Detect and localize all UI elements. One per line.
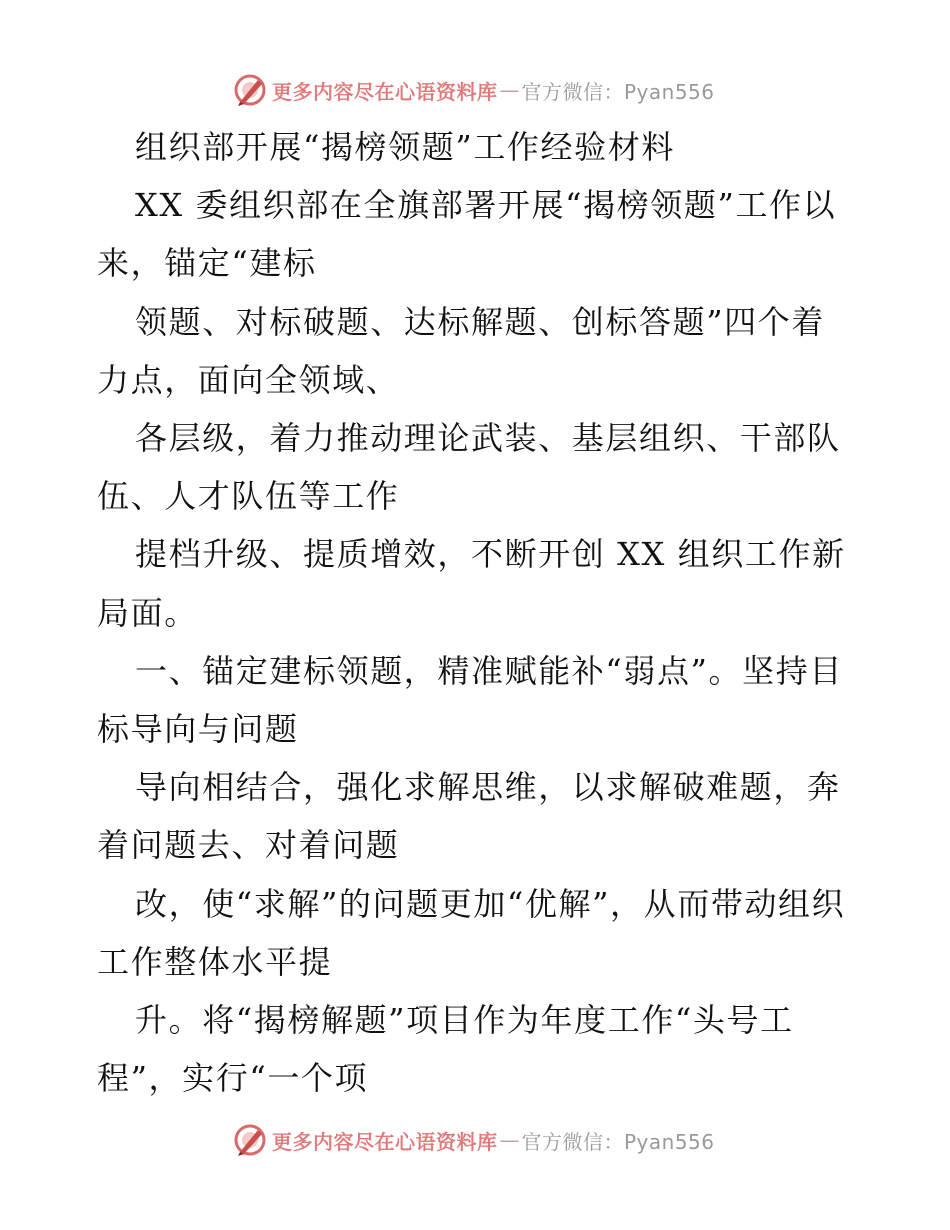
watermark-text: 更多内容尽在心语资料库 — [272, 79, 498, 104]
paragraph: XX 委组织部在全旗部署开展“揭榜领题”工作以来，锚定“建标 — [97, 186, 837, 283]
watermark-contact: 官方微信：Pyan556 — [521, 1129, 715, 1154]
watermark-separator: — — [499, 1128, 520, 1152]
paragraph: 领题、对标破题、达标解题、创标答题”四个着力点，面向全领域、 — [97, 302, 825, 399]
watermark-contact: 官方微信：Pyan556 — [521, 79, 715, 104]
paragraph: 各层级，着力推动理论武装、基层组织、干部队伍、人才队伍等工作 — [97, 419, 841, 516]
paragraph: 一、锚定建标领题，精准赋能补“弱点”。坚持目标导向与问题 — [97, 651, 843, 749]
header-watermark — [232, 70, 715, 110]
pen-logo-icon — [232, 72, 268, 108]
document-body — [97, 118, 857, 1107]
watermark-separator: — — [499, 78, 520, 102]
pen-logo-icon — [232, 1122, 268, 1158]
paragraph: 提档升级、提质增效，不断开创 XX 组织工作新局面。 — [97, 535, 846, 632]
paragraph: 改，使“求解”的问题更加“优解”，从而带动组织工作整体水平提 — [97, 884, 846, 981]
watermark-text: 更多内容尽在心语资料库 — [272, 1129, 498, 1154]
footer-watermark — [232, 1120, 715, 1160]
paragraph: 导向相结合，强化求解思维，以求解破难题，奔着问题去、对着问题 — [97, 768, 841, 865]
paragraph: 升。将“揭榜解题”项目作为年度工作“头号工程”，实行“一个项 — [97, 1001, 794, 1098]
document-title: 组织部开展“揭榜领题”工作经验材料 — [135, 128, 675, 166]
